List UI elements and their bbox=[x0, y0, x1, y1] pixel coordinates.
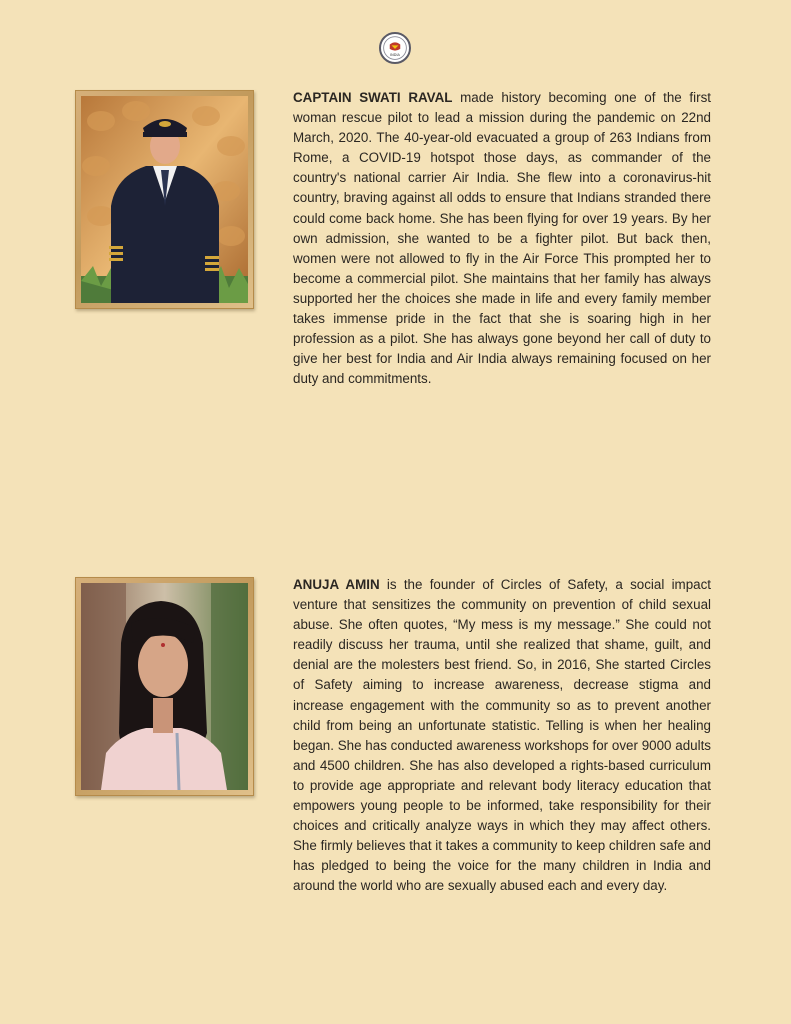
profile-name-1: CAPTAIN SWATI RAVAL bbox=[293, 90, 453, 105]
profile-bio-2 bbox=[293, 575, 711, 897]
profile-bio-text-2: is the founder of Circles of Safety, a social impact venture that sensitizes the community on prevention of child sexual abuse. She often quotes, “My mess is my message.” She could not readily discuss her trauma, until she realized that shame, guilt, and denial are the molesters best friend. So, in 2016, She started Circles of Safety aiming to increase awareness, decrease stigma and increase engagement with the community so as to prevent another child from being an unfortunate statistic. Telling is when her healing began. She has conducted awareness workshops for over 9000 adults and 4500 children. She has also developed a rights-based curriculum to provide age appropriate and relevant body literacy education that empowers young people to be informed, take responsibility for their choices and critically analyze ways in which they may affect others. She firmly believes that it takes a community to keep children safe and has pledged to being the voice for the many children in India and around the world who are sexually abused each and every day. bbox=[293, 577, 712, 894]
profile-photo-frame-2 bbox=[75, 577, 254, 796]
emblem-logo-graphic bbox=[381, 34, 409, 62]
emblem-logo-icon bbox=[379, 32, 411, 64]
profile-bio-1 bbox=[293, 88, 711, 389]
profile-name-2: ANUJA AMIN bbox=[293, 577, 380, 592]
logo-text: INDIA bbox=[390, 52, 400, 57]
profile-photo-frame-1 bbox=[75, 90, 254, 309]
portrait-photo-woman bbox=[81, 583, 248, 790]
portrait-photo-pilot bbox=[81, 96, 248, 303]
profile-bio-text-1: made history becoming one of the first woman rescue pilot to lead a mission during the pandemic on 22nd March, 2020. The 40-year-old evacuated a group of 263 Indians from Rome, a COVID-19 hotspot those days, as commander of the country's national carrier Air India. She flew into a coronavirus-hit country, braving against all odds to ensure that Indians stranded there could come back home. She has been flying for over 19 years. By her own admission, she wanted to be a fighter pilot. But back then, women were not allowed to fly in the Air Force This prompted her to become a commercial pilot. She maintains that her family has always supported her the choices she made in life and every family member takes immense pride in the fact that she is soaring high in her profession as a pilot. She has always gone beyond her call of duty to give her best for India and Air India always remaining focused on her duty and commitments. bbox=[293, 90, 712, 387]
